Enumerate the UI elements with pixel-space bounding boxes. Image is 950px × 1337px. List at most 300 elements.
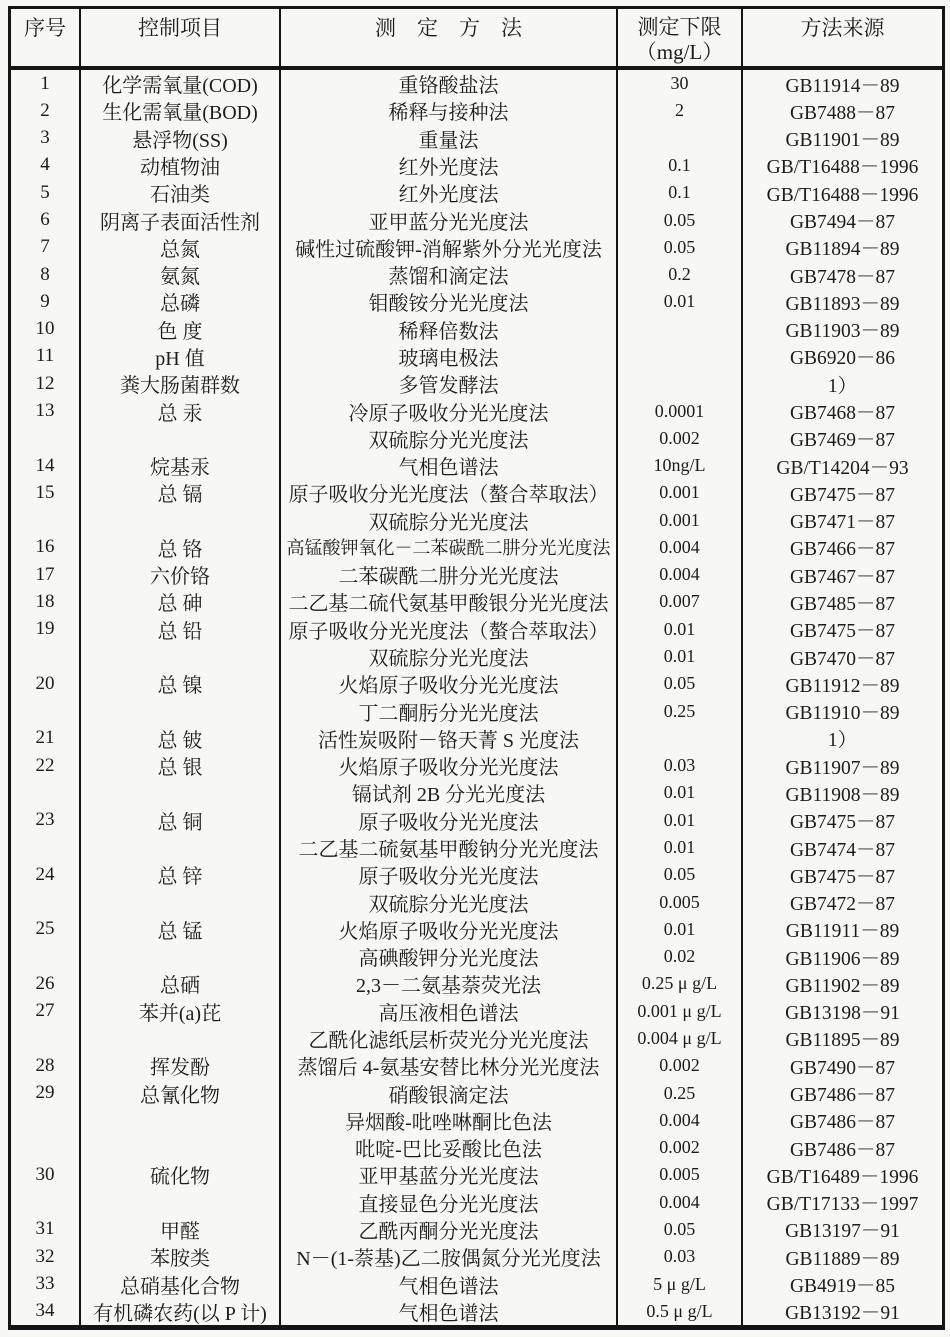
table-row [11, 725, 942, 752]
cell-method-text: 吡啶-巴比妥酸比色法 [355, 1139, 542, 1162]
cell-item-text: 总硝基化合物 [120, 1275, 240, 1298]
cell-no-text: 26 [35, 972, 55, 994]
cell-limit-text: 0.1 [668, 182, 691, 203]
cell-method-text: 火焰原子吸收分光光度法 [338, 920, 559, 943]
header-limit-title: 测定下限 [637, 15, 722, 39]
cell-source-text: GB7468－87 [789, 403, 896, 425]
cell-item-text: 甲醛 [160, 1220, 200, 1243]
cell-method-text: 高压液相色谱法 [378, 1002, 519, 1025]
cell-source-text: GB11894－89 [785, 239, 900, 261]
cell-method-text: 原子吸收分光光度法 [358, 866, 539, 889]
cell-method [281, 1189, 618, 1216]
cell-method [281, 234, 618, 261]
cell-item-text: 苯胺类 [150, 1248, 210, 1271]
cell-source [743, 643, 942, 670]
cell-item-text: pH 值 [155, 347, 205, 370]
table-row [11, 425, 942, 452]
cell-source-text: GB7485－87 [789, 593, 896, 615]
cell-no [11, 561, 81, 588]
cell-limit [618, 152, 743, 179]
cell-method-text: 蒸馏后 4-氨基安替比林分光光度法 [297, 1057, 600, 1080]
cell-no [11, 1243, 81, 1270]
cell-method [281, 261, 618, 288]
cell-source [743, 916, 942, 943]
cell-no [11, 752, 81, 779]
cell-no [11, 452, 81, 479]
cell-method [281, 1079, 618, 1106]
cell-method [281, 70, 618, 97]
cell-limit [618, 288, 743, 315]
cell-item [81, 1161, 281, 1188]
cell-source [743, 1025, 942, 1052]
cell-source [743, 861, 942, 888]
cell-source-text: GB7467－87 [789, 566, 896, 588]
cell-limit [618, 1298, 743, 1325]
table-row [11, 861, 942, 888]
cell-method [281, 288, 618, 315]
cell-limit [618, 807, 743, 834]
table-row [11, 643, 942, 670]
cell-method [281, 343, 618, 370]
cell-item-text: 总 汞 [157, 402, 203, 425]
table-row [11, 370, 942, 397]
cell-no [11, 70, 81, 97]
cell-item-text: 悬浮物(SS) [132, 129, 228, 152]
cell-limit [618, 970, 743, 997]
cell-no [11, 179, 81, 206]
cell-no-text: 17 [35, 563, 55, 585]
cell-no [11, 616, 81, 643]
cell-no-text: 18 [35, 590, 55, 612]
cell-item [81, 70, 281, 97]
cell-no [11, 234, 81, 261]
table-row [11, 1107, 942, 1134]
cell-limit [618, 125, 743, 152]
cell-source [743, 561, 942, 588]
cell-method-text: 双硫腙分光光度法 [368, 648, 529, 671]
cell-limit-text: 0.002 [659, 1137, 700, 1158]
cell-no-text: 25 [35, 918, 55, 940]
cell-method-text: 多管发酵法 [398, 375, 499, 398]
cell-source-text: GB13192－91 [785, 1303, 900, 1325]
header-limit [618, 9, 743, 66]
table-row [11, 670, 942, 697]
cell-item-text: 总 铬 [157, 538, 203, 561]
cell-limit-text: 0.004 [659, 1109, 700, 1130]
cell-item [81, 779, 281, 806]
cell-method [281, 97, 618, 124]
cell-no-text: 6 [40, 209, 50, 231]
cell-no [11, 943, 81, 970]
cell-item [81, 1079, 281, 1106]
cell-source-text: GB11908－89 [785, 784, 900, 806]
cell-limit-text: 0.05 [663, 864, 696, 885]
cell-limit [618, 397, 743, 424]
cell-item [81, 343, 281, 370]
cell-source-text: GB7472－87 [789, 894, 896, 916]
cell-no-text: 7 [40, 236, 50, 258]
cell-no-text: 28 [35, 1054, 55, 1076]
cell-source-text: GB11910－89 [785, 703, 900, 725]
cell-item [81, 998, 281, 1025]
cell-method [281, 1134, 618, 1161]
cell-limit [618, 316, 743, 343]
cell-method [281, 452, 618, 479]
cell-method-text: 亚甲基蓝分光光度法 [358, 1166, 539, 1189]
cell-method [281, 861, 618, 888]
cell-method [281, 752, 618, 779]
cell-item [81, 152, 281, 179]
cell-source [743, 261, 942, 288]
cell-source [743, 970, 942, 997]
cell-limit-text: 5 μ g/L [653, 1273, 706, 1294]
cell-no-text: 21 [35, 727, 55, 749]
cell-limit [618, 425, 743, 452]
cell-method-text: 稀释倍数法 [398, 320, 499, 343]
cell-item [81, 697, 281, 724]
cell-item [81, 97, 281, 124]
cell-source [743, 616, 942, 643]
cell-method [281, 834, 618, 861]
cell-item [81, 1270, 281, 1297]
cell-item [81, 125, 281, 152]
cell-item-text: 总氰化物 [140, 1084, 220, 1107]
cell-limit-text: 0.01 [663, 918, 696, 939]
cell-method-text: 异烟酸-吡唑啉酮比色法 [345, 1111, 552, 1134]
cell-limit-text: 0.25 [663, 700, 696, 721]
cell-limit-text: 0.01 [663, 646, 696, 667]
cell-method [281, 1161, 618, 1188]
cell-method-text: 镉试剂 2B 分光光度法 [351, 784, 546, 807]
cell-no-text: 12 [35, 372, 55, 394]
cell-method [281, 152, 618, 179]
cell-item [81, 261, 281, 288]
cell-item [81, 943, 281, 970]
cell-method [281, 507, 618, 534]
cell-limit [618, 998, 743, 1025]
table-row [11, 616, 942, 643]
cell-no [11, 152, 81, 179]
cell-limit [618, 834, 743, 861]
cell-method-text: 2,3－二氨基萘荧光法 [356, 975, 541, 998]
cell-no [11, 206, 81, 233]
table-row [11, 1243, 942, 1270]
cell-no [11, 370, 81, 397]
cell-item [81, 397, 281, 424]
cell-source-text: GB11902－89 [785, 975, 900, 997]
cell-limit [618, 1079, 743, 1106]
cell-limit [618, 97, 743, 124]
table-row [11, 561, 942, 588]
cell-no-text: 5 [40, 181, 50, 203]
table-row [11, 1216, 942, 1243]
cell-source-text: GB7486－87 [789, 1139, 896, 1161]
cell-method [281, 370, 618, 397]
cell-method-text: 玻璃电极法 [398, 347, 499, 370]
cell-no-text: 32 [35, 1245, 55, 1267]
cell-method-text: 活性炭吸附－铬天菁 S 光度法 [317, 729, 580, 752]
cell-source-text: GB/T16488－1996 [766, 157, 919, 179]
cell-item [81, 752, 281, 779]
cell-source [743, 370, 942, 397]
cell-source-text: GB/T17133－1997 [766, 1194, 919, 1216]
cell-no [11, 288, 81, 315]
header-no: 序号 [11, 9, 81, 66]
header-item: 控制项目 [81, 9, 281, 66]
table-row [11, 261, 942, 288]
cell-limit-text: 0.01 [663, 291, 696, 312]
cell-item-text: 粪大肠菌群数 [120, 375, 240, 398]
cell-source-text: GB11889－89 [785, 1248, 900, 1270]
cell-method [281, 397, 618, 424]
cell-method [281, 725, 618, 752]
cell-method-text: 直接显色分光光度法 [358, 1193, 539, 1216]
cell-source [743, 1216, 942, 1243]
cell-item [81, 534, 281, 561]
cell-method-text: 气相色谱法 [398, 1302, 499, 1325]
table-row [11, 125, 942, 152]
table-row [11, 288, 942, 315]
cell-limit [618, 261, 743, 288]
cell-item [81, 725, 281, 752]
cell-limit [618, 1025, 743, 1052]
cell-limit [618, 697, 743, 724]
cell-limit-text: 30 [670, 73, 689, 94]
cell-method-text: 气相色谱法 [398, 1275, 499, 1298]
cell-no [11, 507, 81, 534]
cell-item [81, 179, 281, 206]
cell-no-text: 9 [40, 290, 50, 312]
cell-no-text: 4 [40, 154, 50, 176]
cell-limit [618, 70, 743, 97]
cell-source [743, 752, 942, 779]
cell-no-text: 1 [40, 72, 50, 94]
cell-source [743, 179, 942, 206]
cell-item-text: 挥发酚 [150, 1057, 210, 1080]
cell-limit [618, 1216, 743, 1243]
cell-item-text: 总 锌 [157, 866, 203, 889]
cell-item-text: 总 镉 [157, 484, 203, 507]
cell-no [11, 97, 81, 124]
cell-no [11, 1161, 81, 1188]
cell-item-text: 有机磷农药(以 P 计) [93, 1302, 267, 1325]
table-row [11, 1134, 942, 1161]
cell-method-text: N－(1-萘基)乙二胺偶氮分光光度法 [296, 1248, 601, 1271]
cell-item-text: 总 银 [157, 757, 203, 780]
cell-method [281, 479, 618, 506]
cell-no [11, 670, 81, 697]
cell-source [743, 807, 942, 834]
table-row [11, 807, 942, 834]
cell-limit-text: 0.01 [663, 618, 696, 639]
cell-no-text: 27 [35, 1000, 55, 1022]
table-row [11, 697, 942, 724]
cell-limit-text: 0.05 [663, 209, 696, 230]
cell-no [11, 1025, 81, 1052]
cell-method [281, 807, 618, 834]
cell-limit-text: 0.007 [659, 591, 700, 612]
cell-method [281, 697, 618, 724]
cell-source [743, 479, 942, 506]
cell-limit [618, 1243, 743, 1270]
cell-method-text: 重量法 [418, 129, 479, 152]
cell-limit [618, 1189, 743, 1216]
cell-limit-text: 0.03 [663, 755, 696, 776]
cell-item [81, 888, 281, 915]
cell-source-text: GB/T16488－1996 [766, 184, 919, 206]
cell-limit [618, 206, 743, 233]
cell-method-text: 双硫腙分光光度法 [368, 429, 529, 452]
cell-no [11, 998, 81, 1025]
cell-no-text: 34 [35, 1300, 55, 1322]
cell-source [743, 888, 942, 915]
cell-limit [618, 343, 743, 370]
cell-item-text: 总 镍 [157, 675, 203, 698]
cell-limit-text: 0.005 [659, 1164, 700, 1185]
table-row [11, 779, 942, 806]
cell-method-text: 亚甲蓝分光光度法 [368, 211, 529, 234]
cell-source [743, 588, 942, 615]
cell-method-text: 丁二酮肟分光光度法 [358, 702, 539, 725]
table-row [11, 998, 942, 1025]
cell-limit [618, 725, 743, 752]
cell-source-text: GB7475－87 [789, 621, 896, 643]
cell-source [743, 725, 942, 752]
cell-source [743, 507, 942, 534]
cell-limit [618, 1270, 743, 1297]
cell-method-text: 火焰原子吸收分光光度法 [338, 757, 559, 780]
cell-source-text: GB13198－91 [785, 1003, 900, 1025]
cell-method [281, 1270, 618, 1297]
cell-limit [618, 234, 743, 261]
cell-item [81, 288, 281, 315]
cell-limit [618, 179, 743, 206]
cell-limit-text: 0.001 [659, 482, 700, 503]
cell-item [81, 1298, 281, 1325]
cell-source-text: GB11901－89 [785, 130, 900, 152]
cell-limit [618, 752, 743, 779]
cell-item [81, 1025, 281, 1052]
cell-limit [618, 643, 743, 670]
table-row [11, 97, 942, 124]
table-row [11, 234, 942, 261]
cell-limit [618, 861, 743, 888]
cell-limit-text: 0.002 [659, 1055, 700, 1076]
cell-limit [618, 1052, 743, 1079]
cell-source-text: GB7494－87 [789, 212, 896, 234]
cell-item [81, 561, 281, 588]
cell-source [743, 1189, 942, 1216]
cell-no [11, 834, 81, 861]
cell-method-text: 二苯碳酰二肼分光光度法 [338, 566, 559, 589]
cell-method [281, 561, 618, 588]
cell-source-text: GB/T14204－93 [776, 457, 909, 479]
table-body [11, 70, 942, 1325]
cell-item-text: 总氮 [160, 238, 200, 261]
cell-item-text: 苯并(a)芘 [138, 1002, 222, 1025]
cell-limit [618, 1161, 743, 1188]
cell-item [81, 452, 281, 479]
cell-no [11, 1270, 81, 1297]
cell-method [281, 125, 618, 152]
cell-source [743, 1052, 942, 1079]
cell-item-text: 生化需氧量(BOD) [102, 102, 258, 125]
cell-no-text: 15 [35, 481, 55, 503]
cell-method [281, 1052, 618, 1079]
cell-limit [618, 452, 743, 479]
cell-method [281, 888, 618, 915]
cell-source-text: GB6920－86 [789, 348, 896, 370]
cell-item [81, 1107, 281, 1134]
header-limit-unit: （mg/L） [635, 40, 724, 64]
cell-item [81, 316, 281, 343]
cell-source-text: GB11907－89 [785, 757, 900, 779]
cell-source [743, 125, 942, 152]
cell-item [81, 1052, 281, 1079]
cell-no [11, 916, 81, 943]
cell-item-text: 六价铬 [150, 566, 210, 589]
cell-source-text: GB11903－89 [785, 321, 900, 343]
cell-source-text: GB11906－89 [785, 948, 900, 970]
table-row [11, 834, 942, 861]
cell-no-text: 30 [35, 1163, 55, 1185]
header-method: 测 定 方 法 [281, 9, 618, 66]
cell-method-text: 蒸馏和滴定法 [388, 266, 509, 289]
cell-source-text: GB7488－87 [789, 102, 896, 124]
cell-no-text: 24 [35, 863, 55, 885]
cell-no [11, 888, 81, 915]
table-row [11, 206, 942, 233]
cell-source [743, 534, 942, 561]
cell-item-text: 阴离子表面活性剂 [100, 211, 260, 234]
cell-method [281, 1243, 618, 1270]
cell-no [11, 1216, 81, 1243]
cell-source [743, 397, 942, 424]
table-row [11, 534, 942, 561]
cell-item-text: 总 锰 [157, 920, 203, 943]
cell-source [743, 697, 942, 724]
cell-limit-text: 0.1 [668, 154, 691, 175]
cell-source-text: GB7466－87 [789, 539, 896, 561]
cell-limit [618, 943, 743, 970]
cell-no [11, 534, 81, 561]
cell-limit [618, 1107, 743, 1134]
cell-no-text: 8 [40, 263, 50, 285]
cell-source-text: GB11912－89 [785, 675, 900, 697]
cell-limit [618, 779, 743, 806]
cell-no-text: 13 [35, 400, 55, 422]
cell-source [743, 206, 942, 233]
table-row [11, 316, 942, 343]
cell-item [81, 1189, 281, 1216]
cell-item-text: 总 铍 [157, 729, 203, 752]
cell-method [281, 779, 618, 806]
cell-source-text: GB11911－89 [785, 921, 900, 943]
table-header-row [11, 9, 942, 70]
cell-source-text: 1） [827, 375, 858, 397]
cell-source [743, 779, 942, 806]
cell-no [11, 588, 81, 615]
cell-limit-text: 0.004 [659, 564, 700, 585]
cell-no-text: 19 [35, 618, 55, 640]
table-row [11, 1161, 942, 1188]
cell-limit-text: 0.005 [659, 891, 700, 912]
cell-no-text: 31 [35, 1218, 55, 1240]
cell-no [11, 125, 81, 152]
cell-method [281, 943, 618, 970]
cell-no-text: 10 [35, 318, 55, 340]
cell-item [81, 479, 281, 506]
